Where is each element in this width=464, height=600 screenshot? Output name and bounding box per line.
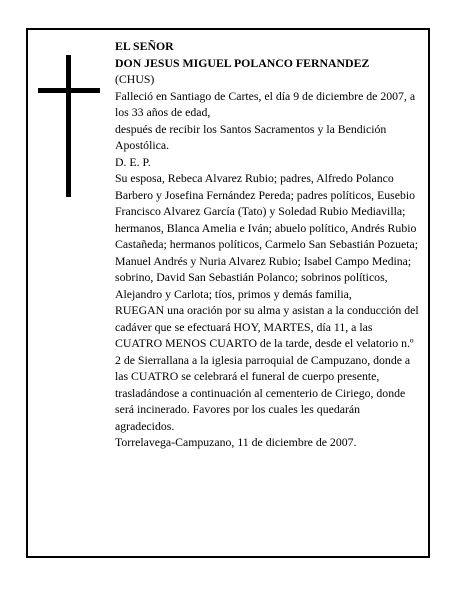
cross-icon-vertical	[66, 55, 71, 197]
rip: D. E. P.	[115, 154, 151, 169]
title: EL SEÑOR	[115, 39, 174, 53]
sacraments-info: después de recibir los Santos Sacramentos y la Bendición Apostólica.	[115, 121, 387, 152]
place-date: Torrelavega-Campuzano, 11 de diciembre de 2007.	[115, 435, 357, 449]
family-list: Su esposa, Rebeca Alvarez Rubio; padres, Alfredo Polanco Barbero y Josefina Fernández Pereda; padres políticos, Eusebio Francisco Alvarez García (Tato) y Soledad Rubio Mediavilla; hermanos, Blanca Amelia e Iván; abuelo político, Andrés Rubio Castañeda; hermanos políticos, Carmelo San Sebastián Pozueta; Manuel Andrés y Nuria Alvarez Rubio; Isabel Campo Medina; sobrino, David San Sebastián Polanco; sobrinos políticos, Alejandro y Carlota; tíos, primos y demás familia,	[115, 171, 419, 301]
deceased-name: DON JESUS MIGUEL POLANCO FERNANDEZ	[115, 55, 370, 70]
funeral-request: RUEGAN una oración por su alma y asistan a la conducción del cadáver que se efectuará HOY, MARTES, día 11, a las CUATRO MENOS CUARTO de la tarde, desde el velatorio n.º 2 de Sierrallana a la iglesia parroquial de Campuzano, donde a las CUATRO se celebrará el funeral de cuerpo presente, trasladándose a continuación al cementerio de Ciriego, donde será incinerado. Favores por los cuales les quedarán agradecidos.	[115, 303, 419, 433]
obituary-text	[115, 38, 421, 451]
death-info: Falleció en Santiago de Cartes, el día 9 de diciembre de 2007, a los 33 años de edad,	[115, 88, 416, 119]
cross-icon-horizontal	[38, 88, 100, 93]
nickname: (CHUS)	[115, 72, 155, 86]
